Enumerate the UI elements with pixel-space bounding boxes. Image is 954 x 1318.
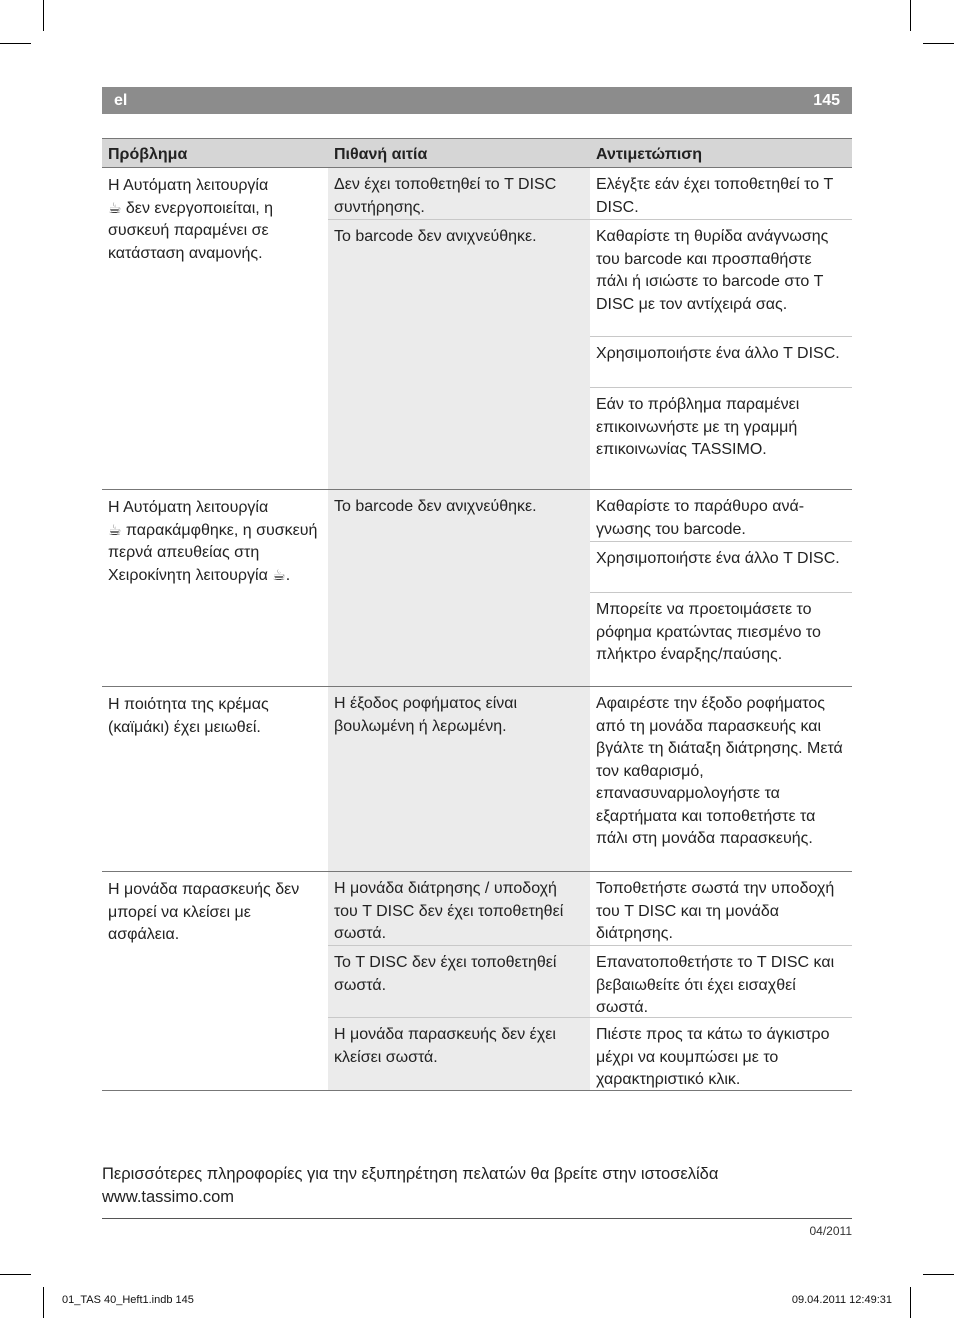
crop-mark [43,1287,44,1318]
solution-cell: Πιέστε προς τα κάτω το άγκιστρο μέχρι να κουμπώσει με το χαρακτηριστικό κλικ. [590,1017,852,1090]
solution-cell: Χρησιμοποιήστε ένα άλλο T DISC. [590,541,852,592]
solution-cell: Καθαρίστε τη θυρίδα ανάγνωσης του barcode και προσπαθήστε πάλι ή ισιώστε το barcode στο T DISC με τον αντίχειρά σας. [590,219,852,336]
print-slug-timestamp: 09.04.2011 12:49:31 [791,1294,892,1306]
cause-cell: Η μονάδα παρασκευής δεν έχει κλείσει σωστά. [328,1017,590,1090]
solution-cell: Καθαρίστε το παράθυρο ανάγνωσης του barcode. [590,490,852,541]
customer-service-note [102,1163,862,1209]
cause-column [328,687,590,871]
coffee-cup-plus-icon: ☕ [272,566,286,584]
solution-cell: Επανατοποθετήστε το T DISC και βεβαιωθείτε ότι έχει εισαχθεί σωστά. [590,945,852,1017]
info-text: Περισσότερες πληροφορίες για την εξυπηρέτηση πελατών θα βρείτε στην ιστοσελίδα [102,1165,719,1183]
solution-cell: Μπορείτε να προετοιμάσετε το ρόφημα κρατώντας πιεσμένο το πλήκτρο έναρξης/παύσης. [590,592,852,686]
table-header-row [102,139,852,167]
page-header-bar [102,87,852,114]
crop-mark [923,43,954,44]
solution-column [590,490,852,686]
cause-column [328,490,590,686]
coffee-cup-icon: ☕ [108,199,122,217]
table-row-group [102,167,852,489]
solution-column [590,872,852,1090]
solution-column [590,687,852,871]
table-row-group [102,686,852,871]
troubleshooting-table [102,138,852,1091]
header-cause: Πιθανή αιτία [334,146,428,163]
header-solution: Αντιμετώπιση [596,146,703,163]
solution-column [590,168,852,489]
problem-cell: Η μονάδα παρασκευής δεν μπορεί να κλείσει με ασφάλεια. [108,881,300,943]
edition-date: 04/2011 [809,1224,852,1238]
cause-cell: Η μονάδα διάτρησης / υποδοχή του T DISC δεν έχει τοποθετηθεί σωστά. [328,872,590,945]
solution-cell: Ελέγξτε εάν έχει τοποθετηθεί το T DISC. [590,168,852,219]
solution-cell: Αφαιρέστε την έξοδο ροφήματος από τη μονάδα παρασκευής και βγάλτε τη διάταξη διάτρησης. Μετά τον καθαρισμό, επανασυναρμολογήστε τα εξαρτήματα και τοποθετήστε τα πάλι στη μονάδα παρασκευής. [590,687,852,856]
website-link[interactable]: www.tassimo.com [102,1188,235,1206]
print-slug-file: 01_TAS 40_Heft1.indb 145 [62,1294,194,1306]
crop-mark [0,1274,31,1275]
crop-mark [0,43,31,44]
solution-cell: Εάν το πρόβλημα παραμένει επικοινωνήστε με τη γραμμή επικοινωνίας TASSIMO. [590,387,852,461]
table-row-group [102,871,852,1090]
cause-cell: Το barcode δεν ανιχνεύθηκε. [328,219,590,254]
problem-cell: Η Αυτόματη λειτουργία ☕ παρακάμφθηκε, η συσκευή περνά απευθείας στη Χειροκίνητη λειτουργία ☕. [102,490,328,686]
crop-mark [910,0,911,31]
cause-cell: Το T DISC δεν έχει τοποθετηθεί σωστά. [328,945,590,1017]
solution-cell: Χρησιμοποιήστε ένα άλλο T DISC. [590,336,852,387]
page-number: 145 [813,92,840,109]
crop-mark [910,1287,911,1318]
cause-cell: Η έξοδος ροφήματος είναι βουλωμένη ή λερωμένη. [328,687,590,743]
table-row-group [102,489,852,686]
cause-cell: Δεν έχει τοποθετηθεί το T DISC συντήρησης. [328,168,590,219]
cause-column [328,872,590,1090]
crop-mark [43,0,44,31]
problem-cell: Η ποιότητα της κρέμας (καϊμάκι) έχει μειωθεί. [108,696,269,736]
solution-cell: Τοποθετήστε σωστά την υποδοχή του T DISC και τη μονάδα διάτρησης. [590,872,852,945]
header-problem: Πρόβλημα [108,146,188,163]
footer-rule [102,1218,852,1219]
cause-cell: Το barcode δεν ανιχνεύθηκε. [328,490,590,524]
cause-column [328,168,590,489]
coffee-cup-icon: ☕ [108,521,122,539]
problem-cell: Η Αυτόματη λειτουργία ☕ δεν ενεργοποιείται, η συσκευή παραμένει σε κατάσταση αναμονής. [108,177,274,262]
crop-mark [923,1274,954,1275]
language-code: el [114,92,128,109]
